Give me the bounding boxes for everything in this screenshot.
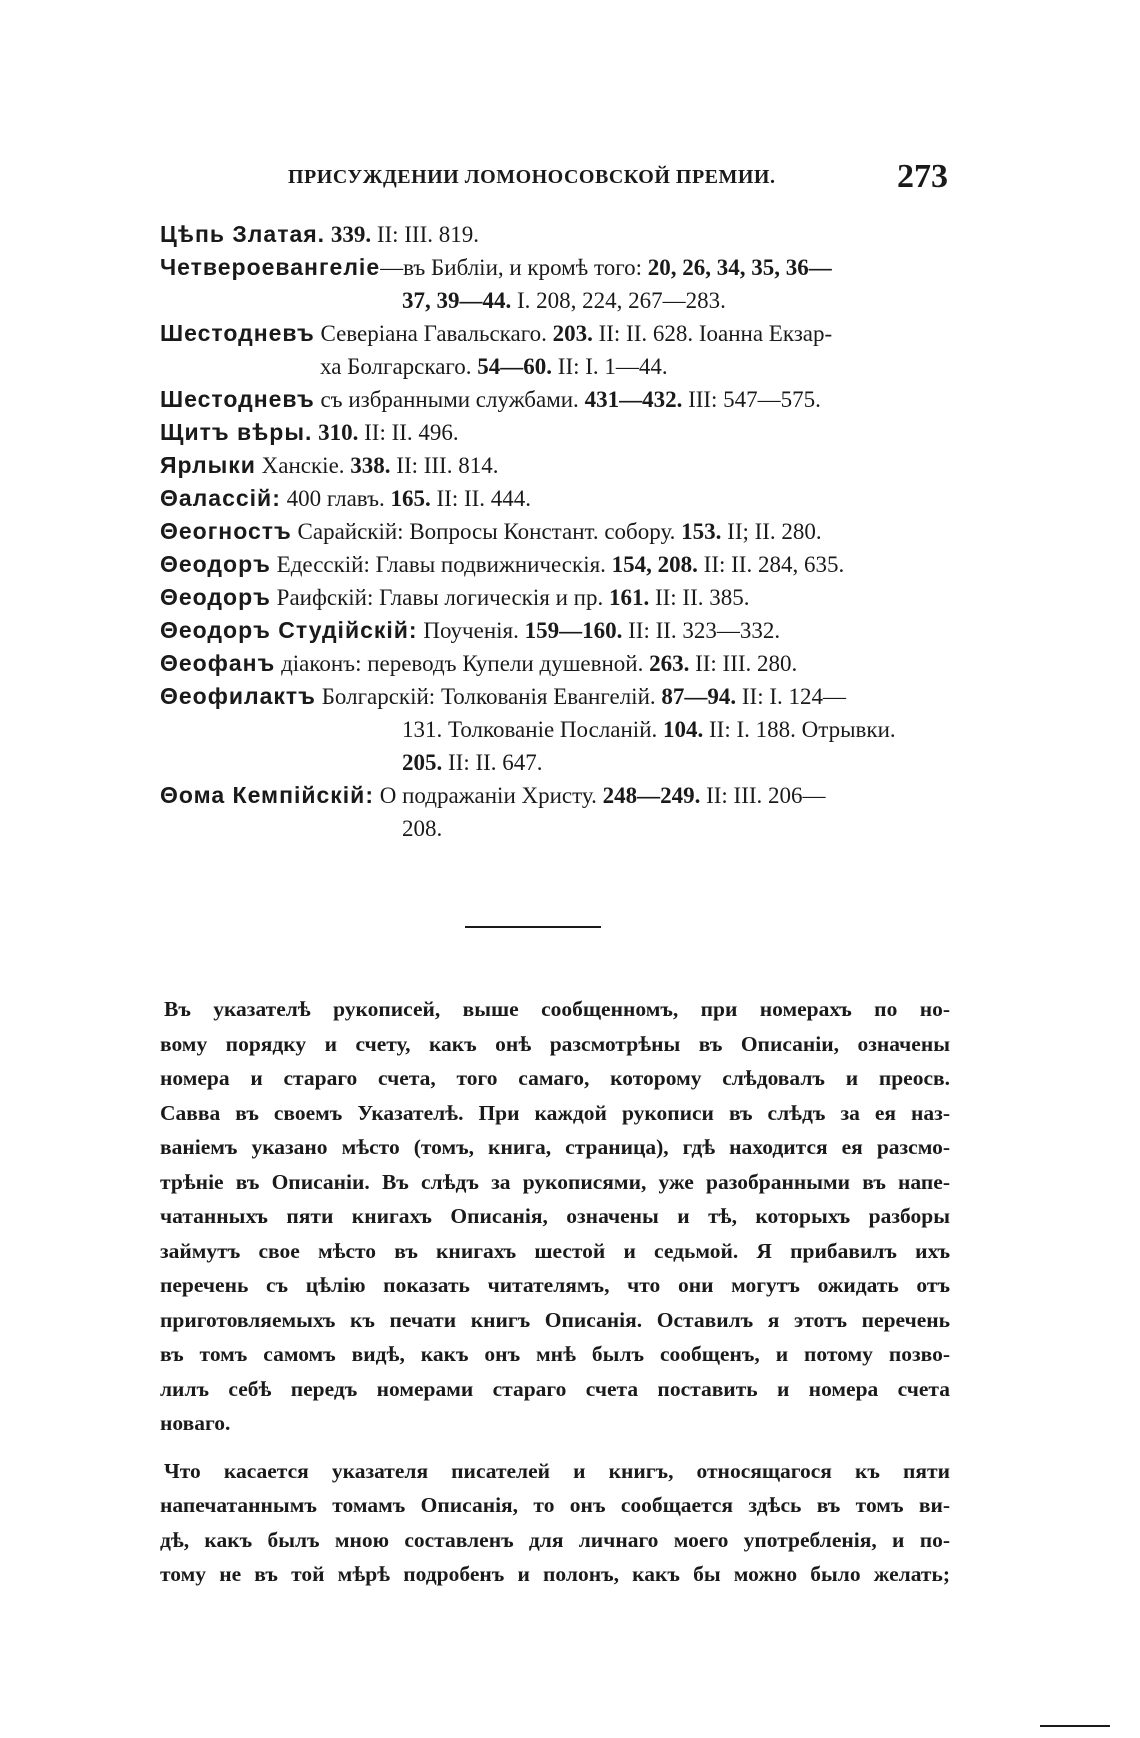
text-line: лилъ себѣ передъ номерами стараго счета поставить и номера счета [160, 1376, 950, 1401]
paragraph [160, 1454, 950, 1592]
text-line: вому порядку и счету, какъ онѣ разсмотрѣны въ Описаніи, означены [160, 1031, 950, 1056]
text-line: займутъ свое мѣсто въ книгахъ шестой и седьмой. Я прибавилъ ихъ [160, 1238, 950, 1263]
page-header [288, 158, 948, 198]
index-entry: Четвероевангеліе—въ Библіи, и кромѣ того: 20, 26, 34, 35, 36— 37, 39—44. I. 208, 224, 267—283. [160, 254, 832, 313]
text-line: въ томъ самомъ видѣ, какъ онъ мнѣ былъ сообщенъ, и потому позво- [160, 1342, 950, 1366]
text-line: приготовляемыхъ къ печати книгъ Описанія. Оставилъ я этотъ перечень [160, 1307, 950, 1332]
body-text [160, 992, 950, 1592]
index-entry: Θеодоръ Студійскій: Поученія. 159—160. II: II. 323—332. [160, 617, 781, 643]
index-entry: Θеодоръ Едесскій: Главы подвижническія. 154, 208. II: II. 284, 635. [160, 551, 845, 577]
index-entry: Цѣпь Златая. 339. II: III. 819. [160, 221, 479, 247]
text-line: новаго. [160, 1411, 231, 1435]
paragraph [160, 992, 950, 1441]
text-line: Что касается указателя писателей и книгъ, относящагося къ пяти [164, 1458, 950, 1483]
author-book-index [160, 218, 950, 845]
index-entry: Θеогностъ Сарайскій: Вопросы Констант. собору. 153. II; II. 280. [160, 518, 822, 544]
running-title: ПРИСУЖДЕНИИ ЛОМОНОСОВСКОЙ ПРЕМИИ. [288, 166, 776, 188]
text-line: чатанныхъ пяти книгахъ Описанія, означены и тѣ, которыхъ разборы [160, 1204, 950, 1228]
page-number: 273 [897, 158, 948, 195]
index-entry: Θеофилактъ Болгарскій: Толкованія Евангелій. 87—94. II: I. 124— 131. Толкованіе Посланій. 104. II: I. 188. Отрывки. 205. II: II. 647. [160, 683, 896, 775]
index-entry: Θеофанъ діаконъ: переводъ Купели душевной. 263. II: III. 280. [160, 650, 798, 676]
text-line: напечатаннымъ томамъ Описанія, то онъ сообщается здѣсь въ томъ ви- [160, 1493, 950, 1517]
index-entry: Щитъ вѣры. 310. II: II. 496. [160, 419, 459, 445]
text-line: ваніемъ указано мѣсто (томъ, книга, страница), гдѣ находится ея разсмо- [160, 1135, 950, 1159]
text-line: Савва въ своемъ Указателѣ. При каждой рукописи въ слѣдъ за ея наз- [160, 1100, 950, 1125]
index-entry: Θалассій: 400 главъ. 165. II: II. 444. [160, 485, 532, 511]
text-line: перечень съ цѣлію показать читателямъ, что они могутъ ожидать отъ [160, 1273, 950, 1297]
text-line: трѣніе въ Описаніи. Въ слѣдъ за рукописями, уже разобранными въ напе- [160, 1169, 950, 1194]
index-entry: Ярлыки Ханскіе. 338. II: III. 814. [160, 452, 499, 478]
index-entry: Θеодоръ Раифскій: Главы логическія и пр. 161. II: II. 385. [160, 584, 750, 610]
section-divider [465, 926, 601, 928]
index-entry: Шестодневъ Северіана Гавальскаго. 203. II: II. 628. Іоанна Екзар- ха Болгарскаго. 54—60. II: I. 1—44. [160, 320, 833, 379]
text-line: номера и стараго счета, того самаго, которому слѣдовалъ и преосв. [160, 1066, 950, 1090]
text-line: дѣ, какъ былъ мною составленъ для личнаго моего употребленія, и по- [160, 1527, 950, 1552]
index-entry: Θома Кемпійскій: О подражаніи Христу. 248—249. II: III. 206— 208. [160, 782, 826, 841]
text-line: Въ указателѣ рукописей, выше сообщенномъ, при номерахъ по но- [164, 997, 950, 1021]
scan-edge-mark [1040, 1725, 1110, 1727]
text-line: тому не въ той мѣрѣ подробенъ и полонъ, какъ бы можно было желать; [160, 1562, 950, 1586]
index-entry: Шестодневъ съ избранными службами. 431—432. III: 547—575. [160, 386, 821, 412]
